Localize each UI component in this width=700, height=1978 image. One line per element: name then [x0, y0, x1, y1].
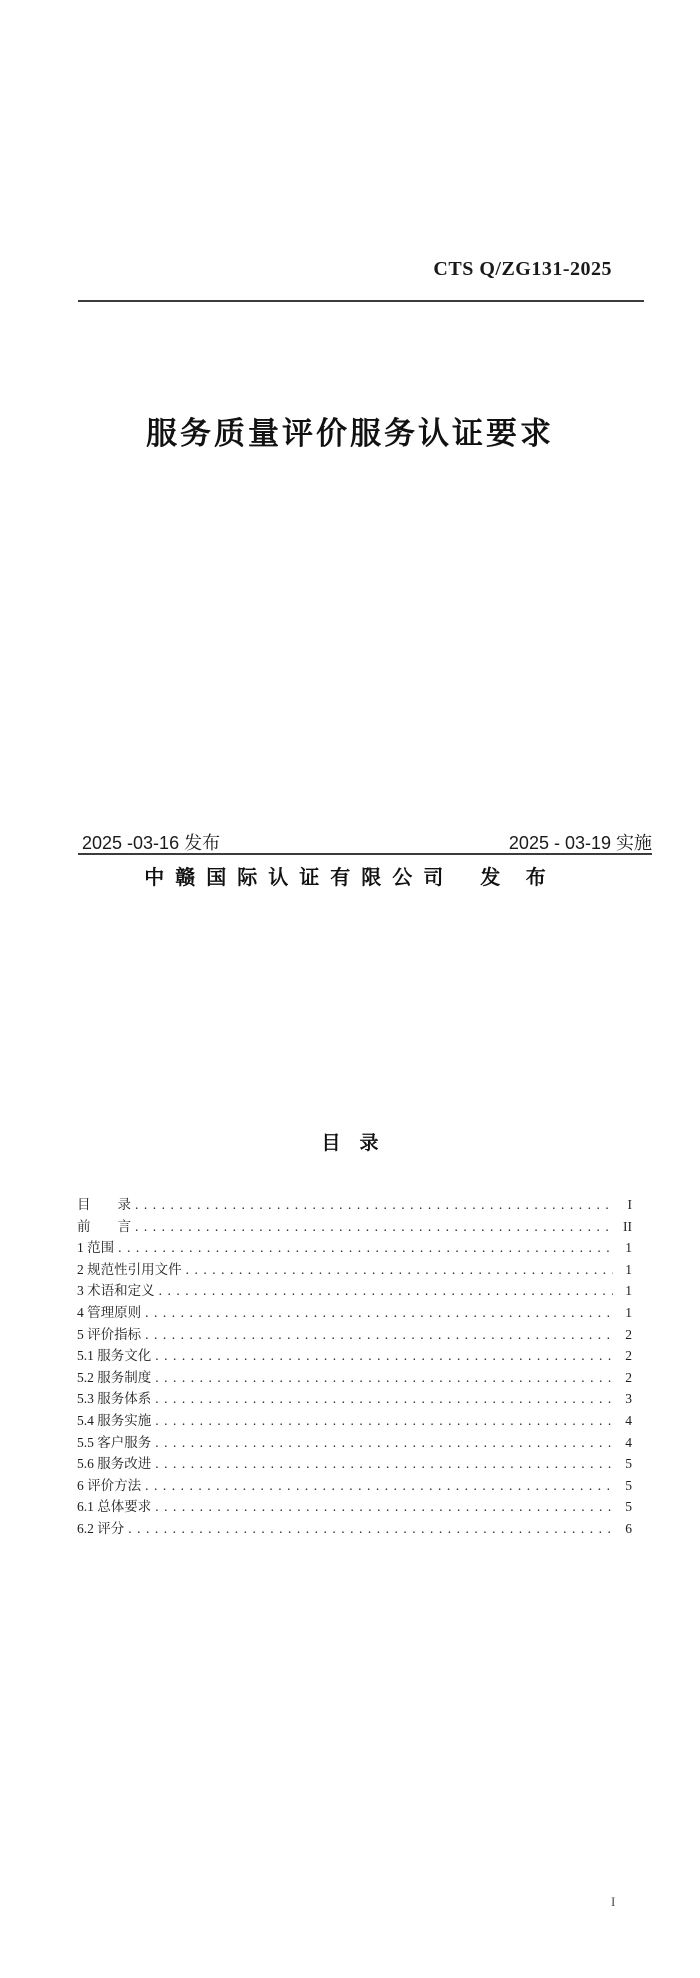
toc-entry-label: 目 录: [77, 1197, 131, 1212]
toc-entry[interactable]: [77, 1495, 632, 1517]
toc-leader-dots: [155, 1391, 613, 1407]
toc-leader-dots: [145, 1305, 613, 1321]
page-number: I: [611, 1894, 616, 1909]
toc-entry-label: 4 管理原则: [77, 1304, 142, 1320]
toc-entry-page: 5: [625, 1456, 632, 1472]
toc-entry-page: 1: [625, 1283, 632, 1299]
toc-entry[interactable]: [77, 1279, 632, 1301]
toc-entry[interactable]: [77, 1193, 632, 1215]
toc-entry[interactable]: [77, 1366, 632, 1388]
toc-leader-dots: [155, 1348, 613, 1364]
toc-entry[interactable]: [77, 1215, 632, 1237]
toc-leader-dots: [186, 1262, 613, 1278]
toc-entry[interactable]: [77, 1258, 632, 1280]
toc-heading: 目 录: [321, 1133, 379, 1154]
toc-leader-dots: [135, 1197, 613, 1213]
toc-entry[interactable]: [77, 1431, 632, 1453]
toc-entry-page: I: [627, 1197, 632, 1212]
toc-leader-dots: [118, 1240, 613, 1256]
toc-entry-page: 6: [625, 1520, 632, 1536]
publisher-name: 中赣国际认证有限公司: [144, 867, 455, 889]
dates-rule: [78, 853, 652, 855]
toc-entry[interactable]: [77, 1301, 632, 1323]
toc-entry-page: 4: [625, 1434, 632, 1450]
toc-entry-page: 1: [625, 1261, 632, 1277]
implement-date: 2025 - 03-19 实施: [508, 833, 652, 853]
toc-entry-label: 5 评价指标: [77, 1326, 142, 1342]
toc-entry-label: 5.1 服务文化: [77, 1348, 152, 1364]
toc-leader-dots: [145, 1327, 613, 1343]
toc-leader-dots: [155, 1499, 613, 1515]
toc-entry-label: 5.5 客户服务: [77, 1434, 152, 1450]
dates-row: [82, 829, 652, 855]
toc-entry-page: 3: [625, 1391, 632, 1407]
toc-entry[interactable]: [77, 1236, 632, 1258]
toc-entry-label: 2 规范性引用文件: [77, 1261, 182, 1277]
toc-entry-page: 4: [625, 1412, 632, 1428]
doc-title: 服务质量评价服务认证要求: [146, 416, 554, 451]
toc-entry[interactable]: [77, 1517, 632, 1539]
toc-entry-label: 6 评价方法: [77, 1477, 142, 1493]
doc-code: CTS Q/ZG131-2025: [433, 258, 612, 280]
toc-entry-label: 5.4 服务实施: [77, 1412, 152, 1428]
toc-entry-label: 前 言: [77, 1218, 131, 1234]
toc-entry-page: 1: [625, 1240, 632, 1256]
toc-leader-dots: [155, 1435, 613, 1451]
toc-leader-dots: [128, 1521, 613, 1537]
toc-entry-label: 5.2 服务制度: [77, 1369, 152, 1385]
issue-date: 2025 -03-16 发布: [82, 833, 221, 853]
toc-leader-dots: [159, 1283, 613, 1299]
toc-leader-dots: [155, 1456, 613, 1472]
toc-entry[interactable]: [77, 1409, 632, 1431]
toc-leader-dots: [155, 1413, 613, 1429]
toc-entry[interactable]: [77, 1387, 632, 1409]
toc-entry-label: 6.1 总体要求: [77, 1499, 152, 1515]
toc-entry-label: 3 术语和定义: [77, 1283, 155, 1299]
toc-entry-page: II: [623, 1218, 632, 1234]
publish-label: 发 布: [480, 867, 556, 889]
toc-entry-label: 6.2 评分: [77, 1520, 125, 1536]
toc-entry[interactable]: [77, 1344, 632, 1366]
publisher-row: [0, 861, 700, 890]
toc-leader-dots: [135, 1219, 613, 1235]
header-rule: [78, 300, 644, 302]
toc-entry-page: 5: [625, 1477, 632, 1493]
toc-entry[interactable]: [77, 1474, 632, 1496]
toc-entry-page: 5: [625, 1499, 632, 1515]
toc-entry[interactable]: [77, 1452, 632, 1474]
toc-entry-label: 5.6 服务改进: [77, 1456, 152, 1472]
toc-entry-label: 1 范围: [77, 1240, 115, 1256]
toc-entry-page: 2: [625, 1326, 632, 1342]
toc-list: [77, 1193, 632, 1539]
toc-leader-dots: [145, 1478, 613, 1494]
toc-entry-page: 2: [625, 1369, 632, 1385]
toc-entry-label: 5.3 服务体系: [77, 1391, 152, 1407]
toc-leader-dots: [155, 1370, 613, 1386]
toc-entry-page: 2: [625, 1348, 632, 1364]
toc-entry-page: 1: [625, 1304, 632, 1320]
toc-entry[interactable]: [77, 1323, 632, 1345]
